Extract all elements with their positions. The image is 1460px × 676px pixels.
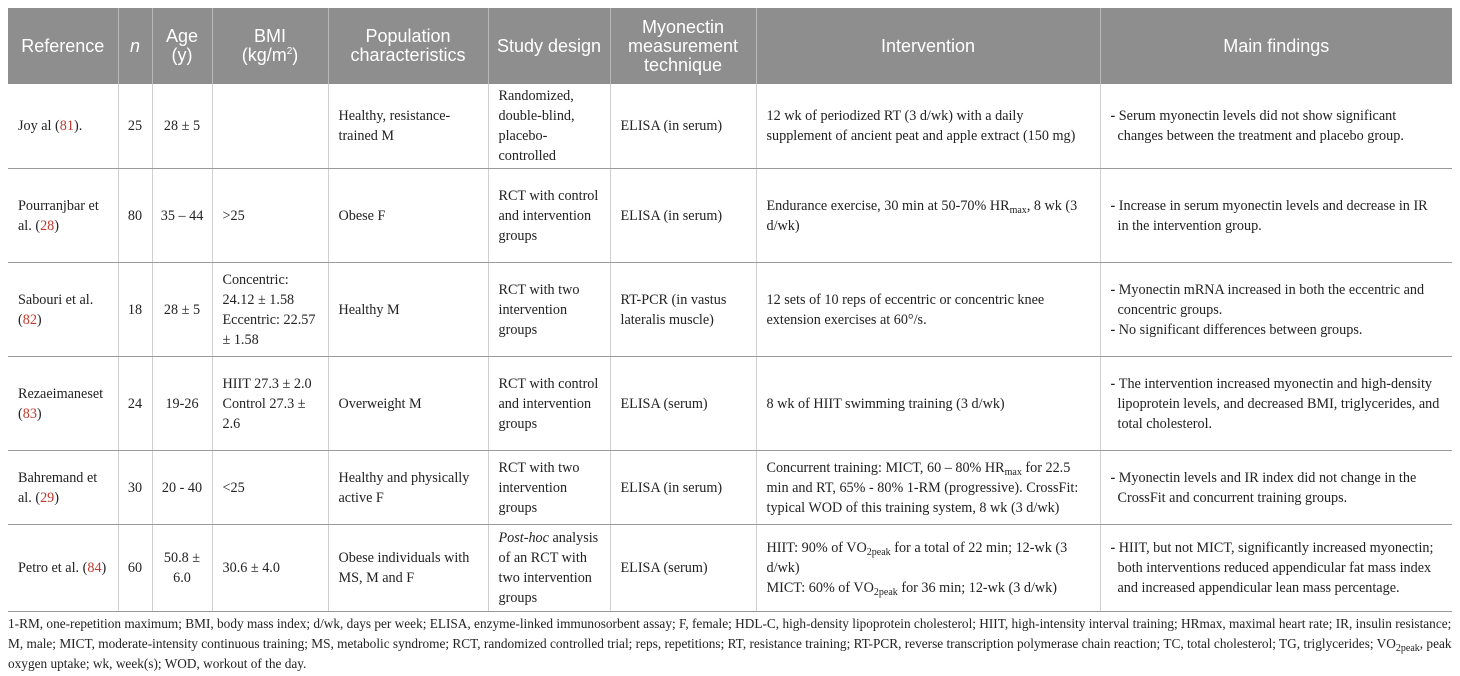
cell-reference: Sabouri et al. (82): [8, 263, 118, 357]
cell-study-design: RCT with control and intervention groups: [488, 357, 610, 451]
cell-age: 50.8 ± 6.0: [152, 525, 212, 612]
finding-item: - Serum myonectin levels did not show significant changes between the treatment and placebo group.: [1111, 106, 1443, 146]
header-study-design: Study design: [488, 8, 610, 84]
cell-population: Obese F: [328, 169, 488, 263]
cell-technique: ELISA (serum): [610, 357, 756, 451]
table-row: [8, 263, 1452, 357]
cell-bmi: <25: [212, 451, 328, 525]
citation-link[interactable]: 81: [59, 118, 74, 134]
cell-findings: [1100, 357, 1452, 451]
cell-population: Obese individuals with MS, M and F: [328, 525, 488, 612]
cell-technique: ELISA (serum): [610, 525, 756, 612]
cell-study-design: Post-hoc analysis of an RCT with two intervention groups: [488, 525, 610, 612]
header-n: n: [118, 8, 152, 84]
cell-intervention: 8 wk of HIIT swimming training (3 d/wk): [756, 357, 1100, 451]
header-bmi: BMI $(kg/m^2)$: [212, 8, 328, 84]
myonectin-studies-table: [8, 8, 1452, 612]
table-container: [8, 8, 1452, 612]
citation-link[interactable]: 29: [40, 489, 55, 506]
cell-reference: Petro et al. (84): [8, 525, 118, 612]
cell-age: 19-26: [152, 357, 212, 451]
citation-link[interactable]: 84: [87, 560, 102, 576]
cell-study-design: RCT with two intervention groups: [488, 263, 610, 357]
header-main-findings: Main findings: [1100, 8, 1452, 84]
finding-item: - The intervention increased myonectin and high-density lipoprotein levels, and decreased BMI, triglycerides, and total cholesterol.: [1111, 374, 1443, 434]
cell-population: Healthy M: [328, 263, 488, 357]
header-reference: Reference: [8, 8, 118, 84]
citation-link[interactable]: 28: [40, 217, 55, 234]
cell-bmi: [212, 84, 328, 169]
cell-reference: Joy al (81).: [8, 84, 118, 169]
cell-study-design: RCT with control and intervention groups: [488, 169, 610, 263]
table-row: [8, 357, 1452, 451]
cell-findings: [1100, 525, 1452, 612]
table-footnote: 1-RM, one-repetition maximum; BMI, body mass index; d/wk, days per week; ELISA, enzyme-linked immunosorbent assay; F, female; HDL-C, high-density lipoprotein cholesterol; HIIT, high-intensity interval training; HRmax, maximal heart rate; IR, insulin resistance; M, male; MICT, moderate-intensity continuous training; MS, metabolic syndrome; RCT, randomized controlled trial; reps, repetitions; RT, resistance training; RT-PCR, reverse transcription polymerase chain reaction; TC, total cholesterol; TG, triglycerides; $VO_{2peak}$, peak oxygen uptake; wk, week(s); WOD, workout of the day.: [8, 616, 1452, 671]
citation-link[interactable]: 83: [22, 405, 37, 422]
header-technique: Myonectin measurement technique: [610, 8, 756, 84]
cell-intervention: Concurrent training: MICT, 60 – 80% $HR_{max}$ for 22.5 min and RT, 65% - 80% 1-RM (progressive). CrossFit: typical WOD of this training system, 8 wk (3 d/wk): [756, 451, 1100, 525]
cell-technique: ELISA (in serum): [610, 169, 756, 263]
cell-n: 60: [118, 525, 152, 612]
cell-reference: Rezaeimaneset (83): [8, 357, 118, 451]
cell-technique: ELISA (in serum): [610, 451, 756, 525]
finding-item: - Increase in serum myonectin levels and decrease in IR in the intervention group.: [1111, 196, 1443, 236]
cell-n: 30: [118, 451, 152, 525]
cell-population: Healthy and physically active F: [328, 451, 488, 525]
cell-n: 25: [118, 84, 152, 169]
cell-intervention: 12 wk of periodized RT (3 d/wk) with a daily supplement of ancient peat and apple extract (150 mg): [756, 84, 1100, 169]
cell-bmi: HIIT 27.3 ± 2.0 Control 27.3 ± 2.6: [212, 357, 328, 451]
cell-n: 80: [118, 169, 152, 263]
table-row: [8, 84, 1452, 169]
cell-study-design: Randomized, double-blind, placebo-controlled: [488, 84, 610, 169]
cell-bmi: Concentric: 24.12 ± 1.58 Eccentric: 22.57 ± 1.58: [212, 263, 328, 357]
cell-age: 20 - 40: [152, 451, 212, 525]
cell-n: 24: [118, 357, 152, 451]
cell-age: 28 ± 5: [152, 263, 212, 357]
finding-item: - HIIT, but not MICT, significantly increased myonectin; both interventions reduced appendicular fat mass index and increased appendicular lean mass percentage.: [1111, 538, 1443, 598]
cell-intervention: 12 sets of 10 reps of eccentric or concentric knee extension exercises at 60°/s.: [756, 263, 1100, 357]
cell-intervention: HIIT: 90% of $VO_{2peak}$ for a total of 22 min; 12-wk (3 d/wk) MICT: 60% of $VO_{2peak}$ for 36 min; 12-wk (3 d/wk): [756, 525, 1100, 612]
finding-item: - No significant differences between groups.: [1111, 320, 1443, 340]
cell-n: 18: [118, 263, 152, 357]
cell-findings: [1100, 169, 1452, 263]
cell-technique: ELISA (in serum): [610, 84, 756, 169]
cell-reference: Bahremand et al. (29): [8, 451, 118, 525]
cell-population: Overweight M: [328, 357, 488, 451]
cell-population: Healthy, resistance-trained M: [328, 84, 488, 169]
table-row: [8, 525, 1452, 612]
cell-findings: [1100, 263, 1452, 357]
finding-item: - Myonectin mRNA increased in both the eccentric and concentric groups.: [1111, 280, 1443, 320]
finding-item: - Myonectin levels and IR index did not change in the CrossFit and concurrent training groups.: [1111, 468, 1443, 508]
citation-link[interactable]: 82: [22, 311, 37, 328]
cell-bmi: >25: [212, 169, 328, 263]
header-age: Age (y): [152, 8, 212, 84]
cell-reference: Pourranjbar et al. (28): [8, 169, 118, 263]
cell-technique: RT-PCR (in vastus lateralis muscle): [610, 263, 756, 357]
table-row: [8, 451, 1452, 525]
table-header-row: [8, 8, 1452, 84]
cell-findings: [1100, 451, 1452, 525]
cell-bmi: 30.6 ± 4.0: [212, 525, 328, 612]
cell-findings: [1100, 84, 1452, 169]
cell-age: 35 – 44: [152, 169, 212, 263]
cell-age: 28 ± 5: [152, 84, 212, 169]
table-row: [8, 169, 1452, 263]
header-population: Population characteristics: [328, 8, 488, 84]
cell-study-design: RCT with two intervention groups: [488, 451, 610, 525]
cell-intervention: Endurance exercise, 30 min at 50-70% $HR_{max}$, 8 wk (3 d/wk): [756, 169, 1100, 263]
header-intervention: Intervention: [756, 8, 1100, 84]
